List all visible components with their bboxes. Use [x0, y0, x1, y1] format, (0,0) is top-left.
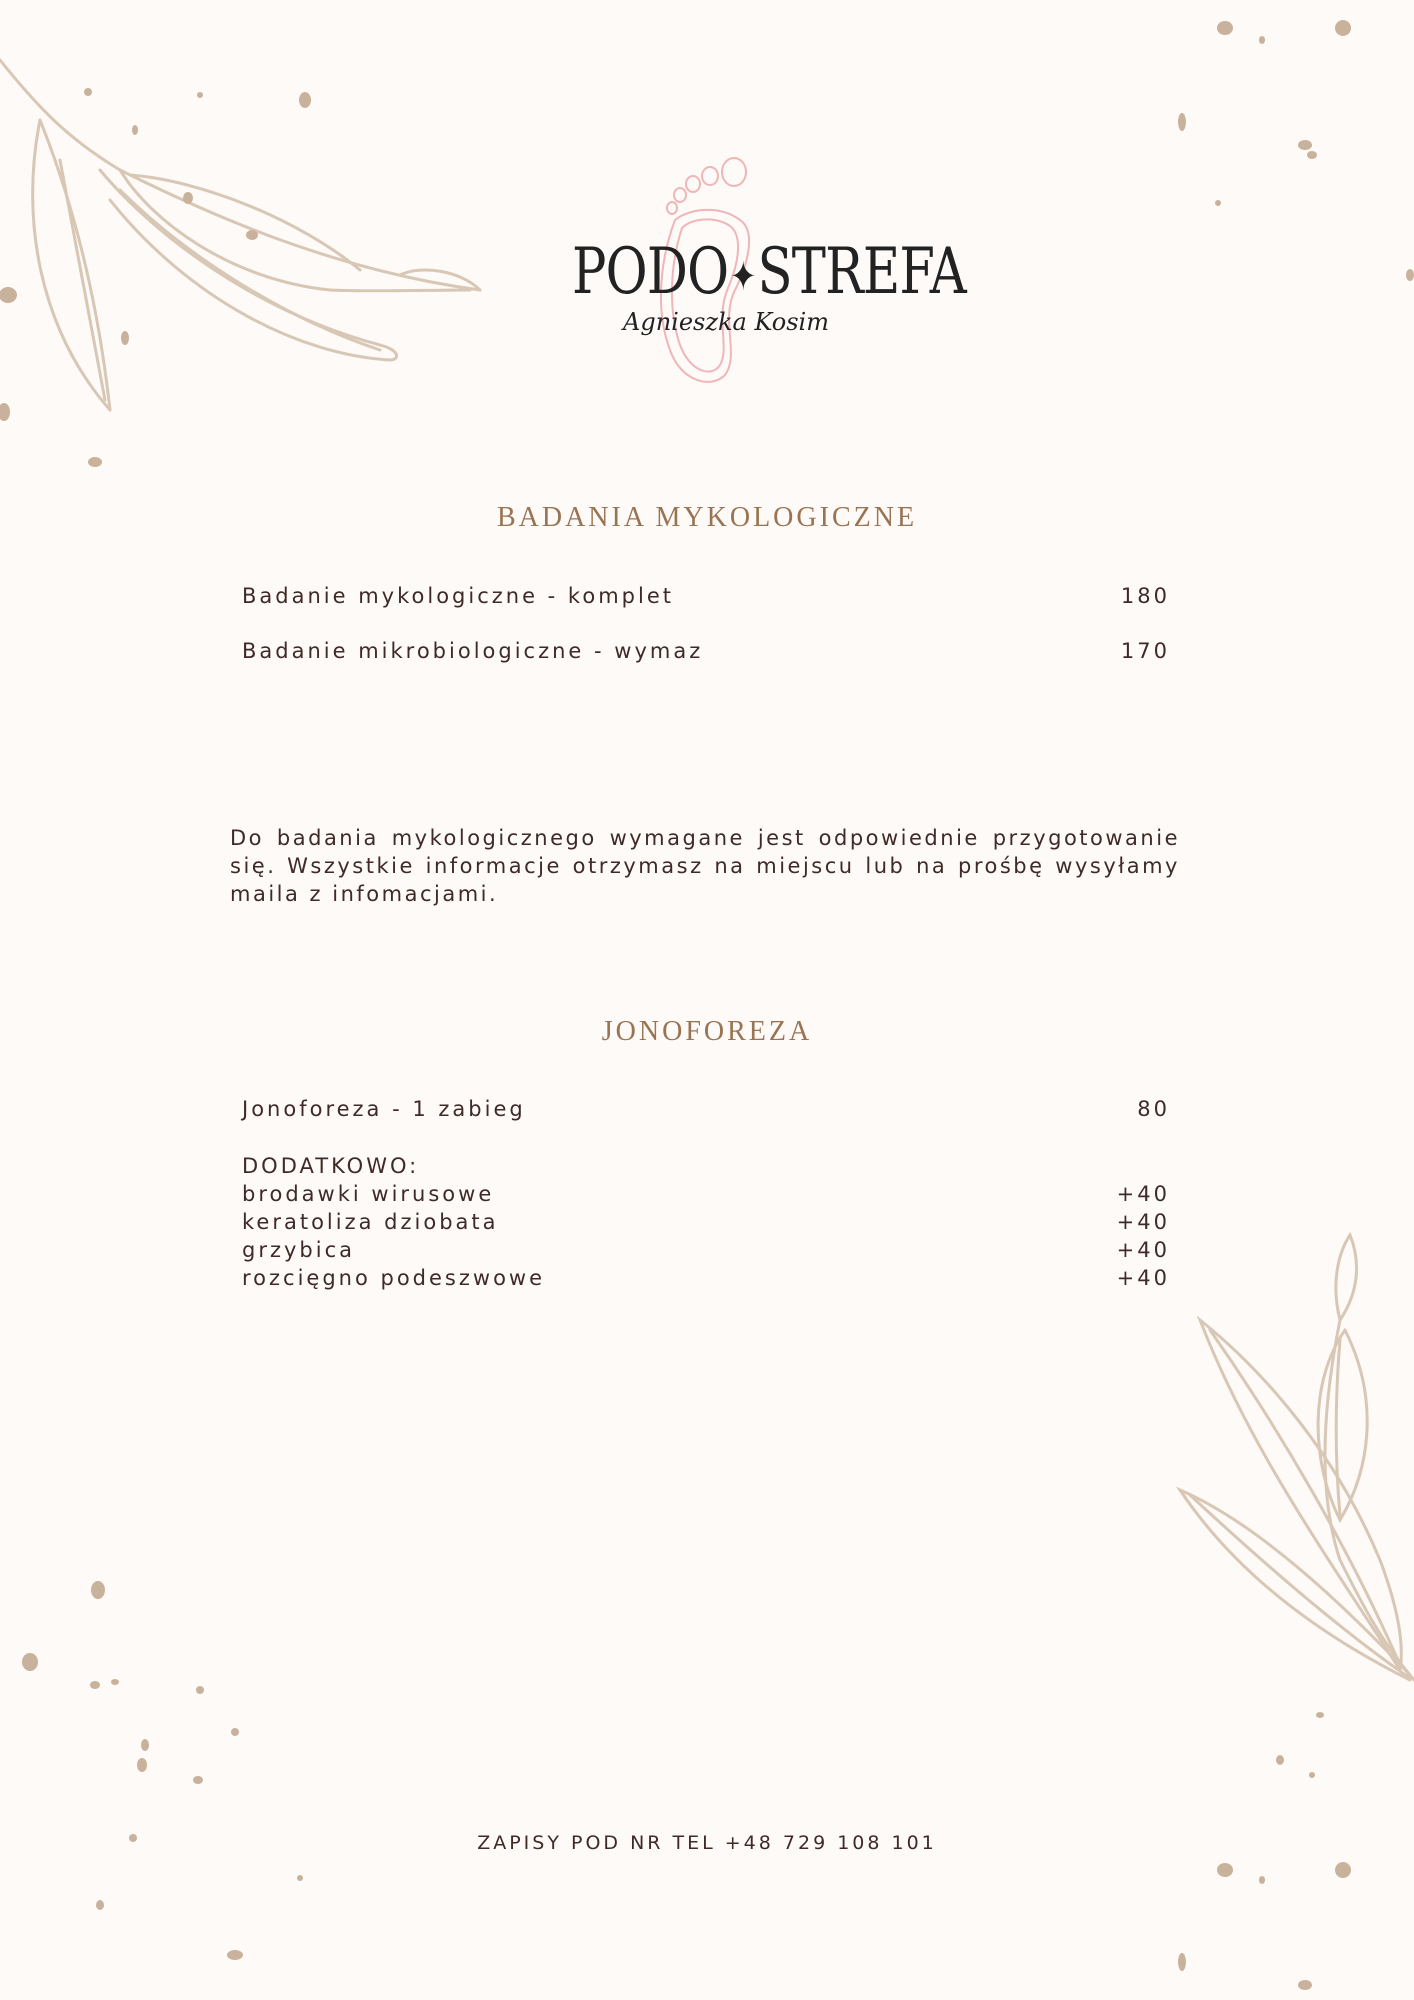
- extra-label: keratoliza dziobata: [242, 1210, 499, 1234]
- service-label: Badanie mikrobiologiczne - wymaz: [242, 639, 704, 663]
- star-icon: ✦: [729, 253, 756, 300]
- section-title-mycology: BADANIA MYKOLOGICZNE: [496, 502, 918, 533]
- service-price: 80: [1137, 1097, 1170, 1121]
- extra-row: [242, 1264, 1170, 1292]
- service-price: 180: [1120, 584, 1170, 608]
- price-row: [242, 637, 1170, 665]
- brand-name-left: PODO: [572, 235, 729, 309]
- extra-price: +40: [1116, 1182, 1170, 1206]
- bottom-right-leaves-illustration: [1180, 1235, 1414, 1680]
- service-label: Badanie mykologiczne - komplet: [242, 584, 674, 608]
- extras-heading: DODATKOWO:: [242, 1154, 420, 1178]
- price-row: [242, 582, 1170, 610]
- brand-name-right: STREFA: [757, 235, 966, 309]
- brand-logo: [520, 150, 966, 400]
- extra-price: +40: [1116, 1266, 1170, 1290]
- service-label: Jonoforeza - 1 zabieg: [242, 1097, 526, 1121]
- extra-price: +40: [1116, 1210, 1170, 1234]
- price-row: [242, 1095, 1170, 1123]
- extra-row: [242, 1236, 1170, 1264]
- service-price: 170: [1120, 639, 1170, 663]
- top-left-leaves-illustration: [0, 60, 480, 410]
- extra-label: rozcięgno podeszwowe: [242, 1266, 546, 1290]
- extra-label: brodawki wirusowe: [242, 1182, 495, 1206]
- extra-label: grzybica: [242, 1238, 355, 1262]
- section-title-iontophoresis: JONOFOREZA: [601, 1016, 813, 1047]
- brand-signature: Agnieszka Kosim: [623, 308, 829, 336]
- extra-row: [242, 1180, 1170, 1208]
- booking-phone-footer: ZAPISY POD NR TEL +48 729 108 101: [477, 1832, 937, 1854]
- extra-price: +40: [1116, 1238, 1170, 1262]
- extra-row: [242, 1208, 1170, 1236]
- brand-name: [572, 235, 966, 309]
- preparation-note: Do badania mykologicznego wymagane jest odpowiednie przygotowanie się. Wszystkie informacje otrzymasz na miejscu lub na prośbę wysyłamy maila z infomacjami.: [230, 826, 1180, 906]
